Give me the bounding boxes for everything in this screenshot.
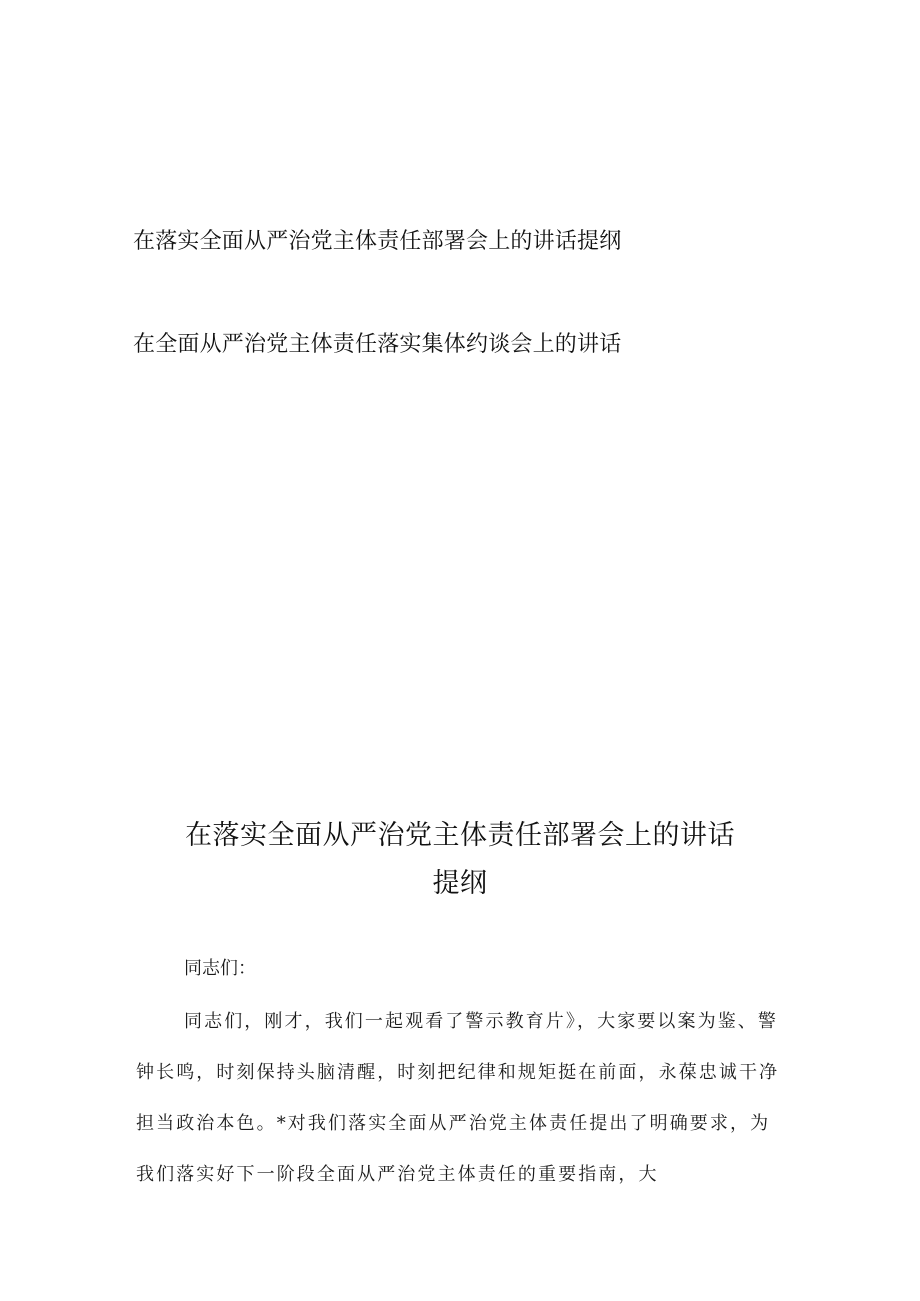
document-title-line-1: 在落实全面从严治党主体责任部署会上的讲话 [185, 820, 735, 851]
salutation: 同志们： [184, 958, 256, 979]
document-title-line-2: 提纲 [432, 868, 488, 899]
document-title [150, 812, 770, 908]
body-paragraph: 同志们，刚才，我们一起观看了警示教育片》，大家要以案为鉴、警钟长鸣，时刻保持头脑清醒，时刻把纪律和规矩挺在前面，永葆忠诚干净担当政治本色。*对我们落实全面从严治党主体责任提出了明确要求，为我们落实好下一阶段全面从严治党主体责任的重要指南，大 [136, 1011, 780, 1185]
toc-entry-2: 在全面从严治党主体责任落实集体约谈会上的讲话 [133, 332, 622, 357]
toc-entry-1: 在落实全面从严治党主体责任部署会上的讲话提纲 [133, 229, 622, 254]
